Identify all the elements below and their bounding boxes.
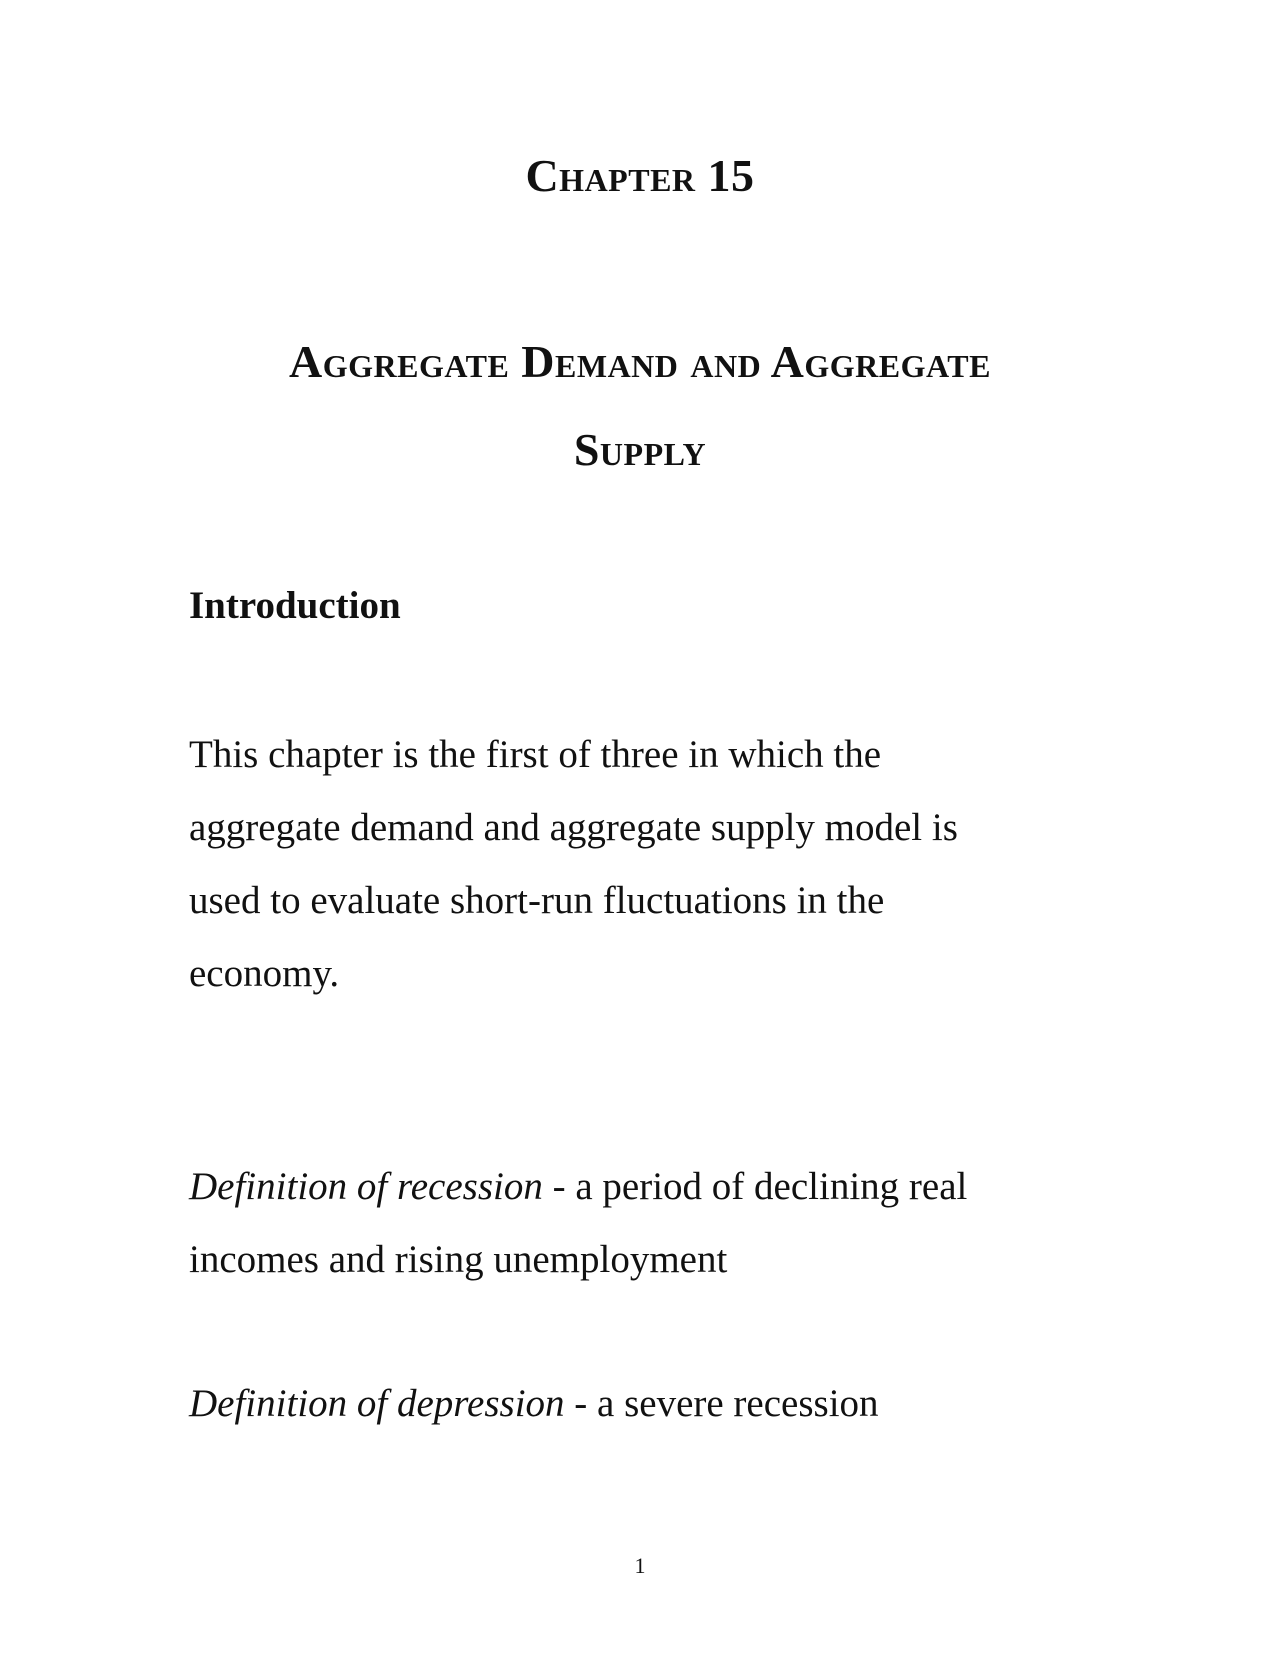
definition-depression (189, 1367, 1069, 1440)
chapter-subtitle-line: Aggregate Demand and Aggregate (289, 336, 991, 387)
definition-text: a severe recession (597, 1382, 879, 1425)
definition-term: Definition of recession (189, 1165, 543, 1208)
paragraph-line: This chapter is the first of three in which the (189, 733, 882, 776)
definition-line (189, 1150, 1069, 1223)
section-heading-introduction: Introduction (189, 584, 401, 627)
definition-text: a period of declining real (575, 1165, 968, 1208)
definition-separator: - (542, 1165, 576, 1208)
introduction-paragraph (189, 718, 1069, 1010)
paragraph-line: used to evaluate short-run fluctuations in the (189, 879, 885, 922)
definition-term: Definition of depression (189, 1382, 565, 1425)
chapter-title: Chapter 15 (525, 150, 755, 201)
chapter-subtitle (0, 318, 1280, 494)
chapter-subtitle-line: Supply (573, 424, 707, 475)
definition-line: incomes and rising unemployment (189, 1238, 728, 1281)
definition-recession (189, 1150, 1069, 1296)
page-number: 1 (634, 1553, 646, 1578)
definition-separator: - (564, 1382, 598, 1425)
paragraph-line: aggregate demand and aggregate supply model is (189, 806, 958, 849)
definition-line (189, 1367, 1069, 1440)
paragraph-line: economy. (189, 952, 340, 995)
